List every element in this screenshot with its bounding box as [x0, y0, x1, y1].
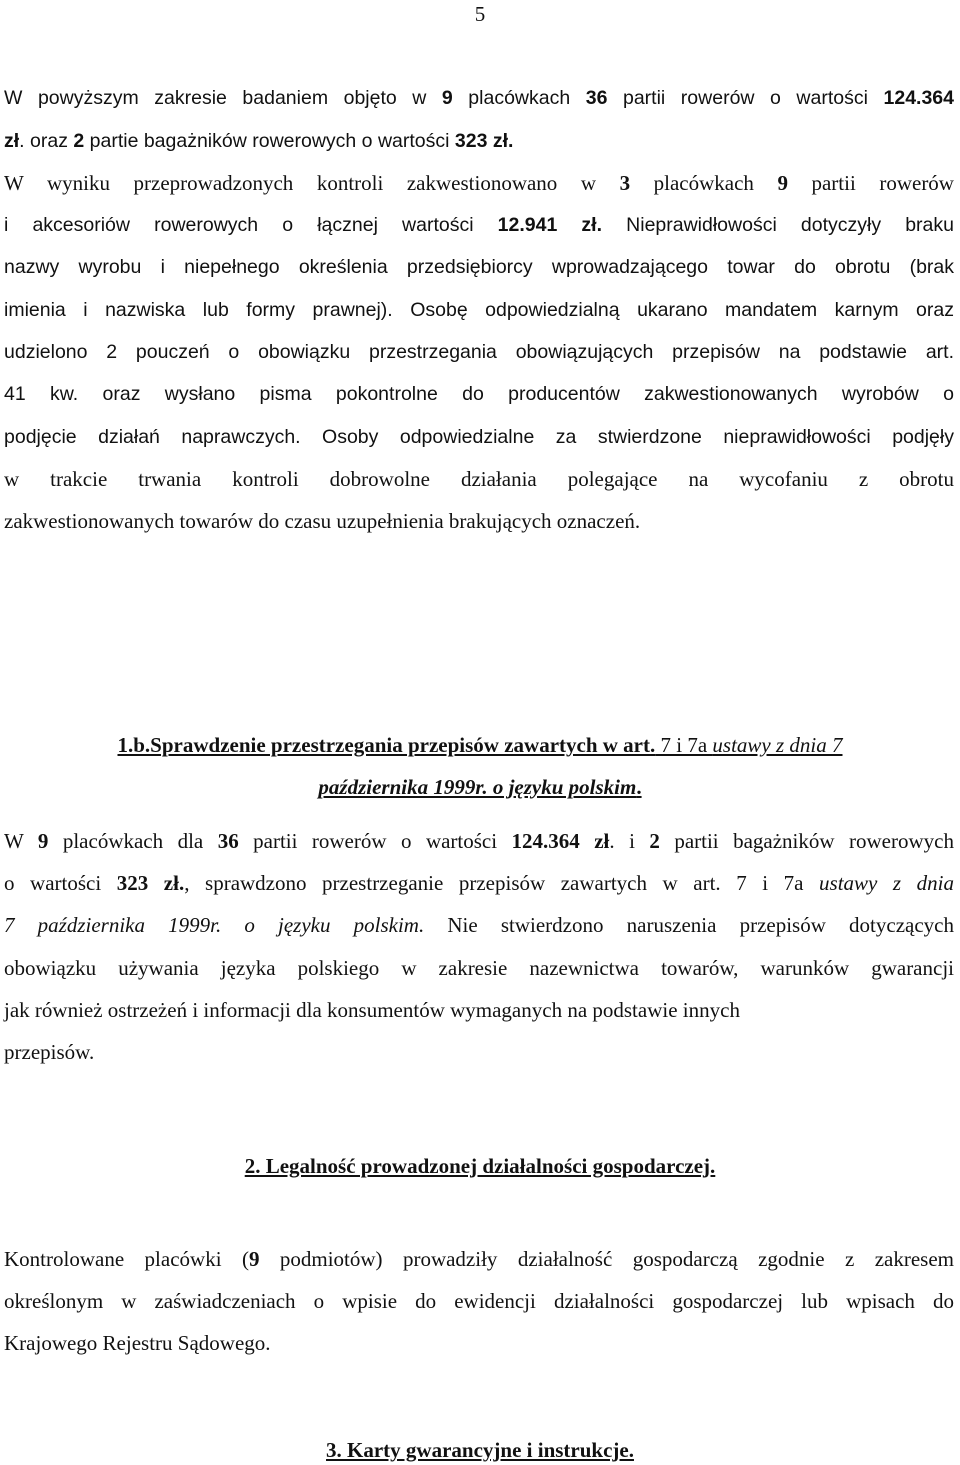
control-line-9: zakwestionowanych towarów do czasu uzupełnienia brakujących oznaczeń.: [4, 509, 641, 533]
section-1b-line-2: o wartości 323 zł., sprawdzono przestrzeganie przepisów zawartych w art. 7 i 7a ustawy z dnia: [4, 871, 954, 895]
section-1b-line-1: W 9 placówkach dla 36 partii rowerów o wartości 124.364 zł. i 2 partii bagażników rowerowych: [4, 829, 954, 853]
control-line-4: imienia i nazwiska lub formy prawnej). Osobę odpowiedzialną ukarano mandatem karnym oraz: [4, 299, 954, 321]
section-1b-heading-line-2: października 1999r. o języku polskim.: [318, 775, 642, 799]
page-number: 5: [474, 2, 486, 26]
section-1b-line-3: 7 października 1999r. o języku polskim. Nie stwierdzono naruszenia przepisów dotyczących: [4, 913, 954, 937]
control-line-6: 41 kw. oraz wysłano pisma pokontrolne do producentów zakwestionowanych wyrobów o: [4, 383, 954, 405]
section-1b-line-6: przepisów.: [4, 1040, 95, 1064]
section-2-heading: 2. Legalność prowadzonej działalności gospodarczej.: [244, 1154, 716, 1178]
intro-line-2: zł. oraz 2 partie bagażników rowerowych o wartości 323 zł.: [4, 130, 514, 152]
control-line-5: udzielono 2 pouczeń o obowiązku przestrzegania obowiązujących przepisów na podstawie art.: [4, 341, 954, 363]
section-2-line-1: Kontrolowane placówki (9 podmiotów) prowadziły działalność gospodarczą zgodnie z zakresem: [4, 1247, 955, 1271]
control-line-2: i akcesoriów rowerowych o łącznej wartości 12.941 zł. Nieprawidłowości dotyczyły braku: [4, 214, 954, 236]
control-line-1: W wyniku przeprowadzonych kontroli zakwestionowano w 3 placówkach 9 partii rowerów: [4, 171, 954, 195]
section-1b-heading-line-1: 1.b.Sprawdzenie przestrzegania przepisów zawartych w art. 7 i 7a ustawy z dnia 7: [117, 733, 843, 757]
control-line-3: nazwy wyrobu i niepełnego określenia przedsiębiorcy wprowadzającego towar do obrotu (brak: [4, 256, 954, 278]
section-1b-line-4: obowiązku używania języka polskiego w zakresie nazewnictwa towarów, warunków gwarancji: [4, 956, 954, 980]
control-line-8: w trakcie trwania kontroli dobrowolne działania polegające na wycofaniu z obrotu: [4, 467, 954, 491]
section-2-line-3: Krajowego Rejestru Sądowego.: [4, 1331, 271, 1355]
intro-line-1: W powyższym zakresie badaniem objęto w 9 placówkach 36 partii rowerów o wartości 124.364: [4, 87, 954, 109]
section-3-heading: 3. Karty gwarancyjne i instrukcje.: [326, 1438, 634, 1462]
section-2-line-2: określonym w zaświadczeniach o wpisie do ewidencji działalności gospodarczej lub wpisach do: [4, 1289, 954, 1313]
control-line-7: podjęcie działań naprawczych. Osoby odpowiedzialne za stwierdzone nieprawidłowości podjęły: [4, 426, 954, 448]
section-1b-line-5: jak również ostrzeżeń i informacji dla konsumentów wymaganych na podstawie innych: [4, 998, 740, 1022]
